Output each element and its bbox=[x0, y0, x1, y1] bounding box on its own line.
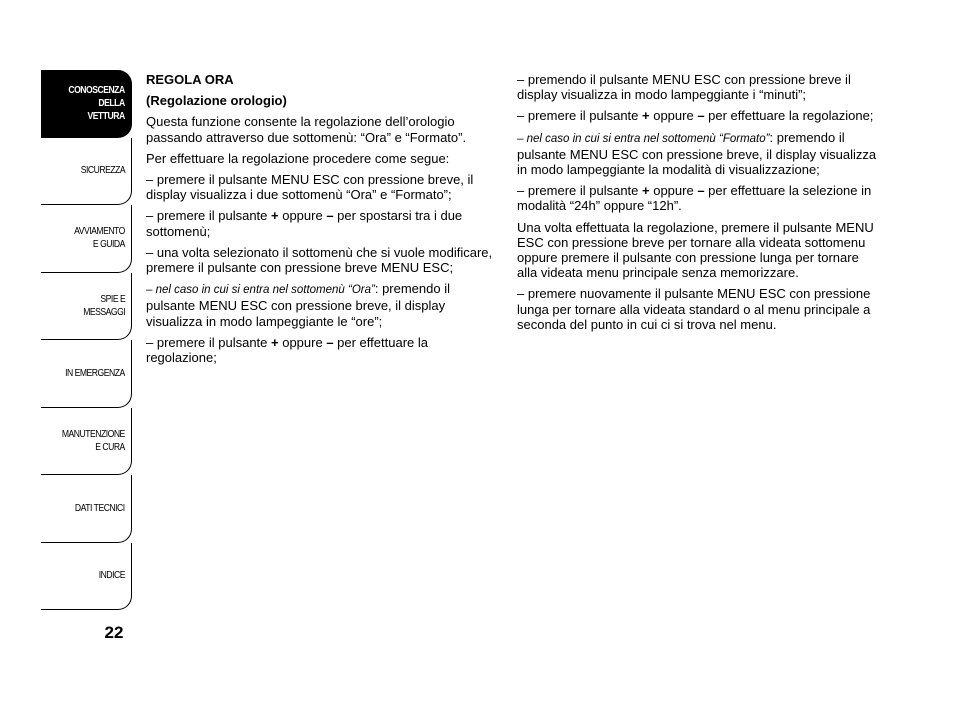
tab-manutenzione-e-cura[interactable]: MANUTENZIONE E CURA bbox=[41, 408, 132, 476]
section-title: REGOLA ORA bbox=[146, 72, 234, 87]
tab-dati-tecnici[interactable]: DATI TECNICI bbox=[41, 475, 132, 543]
text: : premendo il pulsante MENU ESC con pressione breve, il display visualizza in modo lampeggiante la modalità di visualizzazione; bbox=[517, 129, 877, 178]
paragraph bbox=[146, 281, 496, 329]
italic-text: – nel caso in cui si entra nel sottomenù “Ora” bbox=[146, 284, 375, 297]
plus-symbol: + bbox=[271, 334, 279, 350]
paragraph bbox=[517, 130, 877, 178]
text: – premere il pulsante bbox=[146, 334, 272, 350]
paragraph: – una volta selezionato il sottomenù che si vuole modificare, premere il pulsante con pressione breve MENU ESC; bbox=[146, 244, 493, 276]
text: – premere il pulsante bbox=[517, 108, 643, 124]
paragraph: Una volta effettuata la regolazione, premere il pulsante MENU ESC con pressione breve per tornare alla videata sottomenu oppure premere il pulsante con pressione lunga per tornare alla videata menu principale senza memorizzare. bbox=[517, 219, 874, 281]
tab-conoscenza-della-vettura[interactable]: CONOSCENZA DELLA VETTURA bbox=[41, 70, 132, 138]
paragraph: Questa funzione consente la regolazione dell’orologio passando attraverso due sottomenù: “Ora” e “Formato”. bbox=[146, 114, 467, 145]
left-column bbox=[146, 72, 496, 371]
chapter-sidebar bbox=[41, 70, 132, 610]
paragraph: Per effettuare la regolazione procedere come segue: bbox=[146, 150, 450, 166]
paragraph bbox=[517, 183, 877, 213]
paragraph bbox=[146, 335, 496, 365]
page-number: 22 bbox=[104, 623, 124, 642]
italic-text: – nel caso in cui si entra nel sottomenù “Formato” bbox=[517, 132, 770, 145]
paragraph: – premere nuovamente il pulsante MENU ESC con pressione lunga per tornare alla videata standard o al menu principale a seconda del punto in cui ci si trova nel menu. bbox=[517, 286, 871, 332]
text: per spostarsi tra i due sottomenù; bbox=[146, 208, 463, 239]
text: per effettuare la regolazione; bbox=[146, 334, 428, 366]
text: oppure bbox=[649, 108, 698, 124]
minus-symbol: – bbox=[326, 334, 334, 350]
plus-symbol: + bbox=[642, 108, 650, 124]
tab-sicurezza[interactable]: SICUREZZA bbox=[41, 138, 132, 206]
tab-avviamento-e-guida[interactable]: AVVIAMENTO E GUIDA bbox=[41, 205, 132, 273]
text: : premendo il pulsante MENU ESC con pressione breve, il display visualizza in modo lampeggiante le “ore”; bbox=[146, 281, 450, 329]
paragraph bbox=[517, 108, 877, 123]
text: per effettuare la regolazione; bbox=[704, 108, 874, 124]
minus-symbol: – bbox=[326, 208, 334, 224]
text: – premere il pulsante bbox=[146, 208, 272, 224]
tab-indice[interactable]: INDICE bbox=[41, 543, 132, 611]
text: oppure bbox=[278, 208, 327, 224]
tab-spie-e-messaggi[interactable]: SPIE E MESSAGGI bbox=[41, 273, 132, 341]
text: per effettuare la selezione in modalità “24h” oppure “12h”. bbox=[517, 183, 872, 214]
plus-symbol: + bbox=[642, 183, 650, 199]
minus-symbol: – bbox=[697, 183, 705, 199]
plus-symbol: + bbox=[271, 208, 279, 224]
text: oppure bbox=[649, 183, 698, 199]
right-column bbox=[517, 72, 877, 338]
paragraph: – premere il pulsante MENU ESC con pressione breve, il display visualizza i due sottomenù “Ora” e “Formato”; bbox=[146, 172, 474, 203]
minus-symbol: – bbox=[697, 108, 705, 124]
text: – premere il pulsante bbox=[517, 183, 643, 199]
text: oppure bbox=[278, 334, 327, 350]
paragraph bbox=[146, 208, 496, 238]
section-subtitle: (Regolazione orologio) bbox=[146, 93, 287, 109]
paragraph: – premendo il pulsante MENU ESC con pressione breve il display visualizza in modo lampeggiante i “minuti”; bbox=[517, 72, 851, 103]
tab-in-emergenza[interactable]: IN EMERGENZA bbox=[41, 340, 132, 408]
